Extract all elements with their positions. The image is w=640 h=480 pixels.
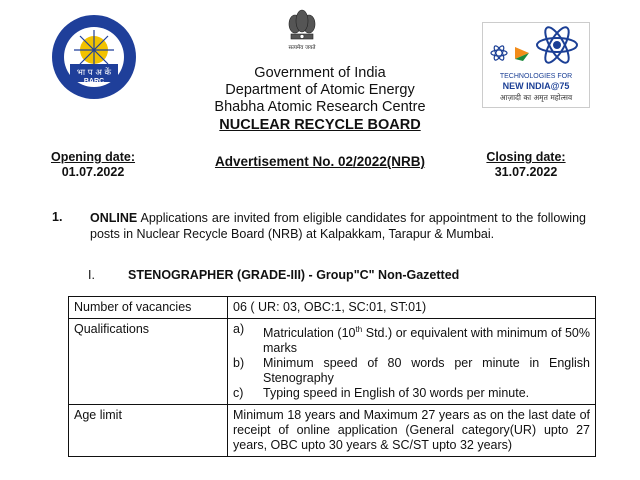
barc-logo xyxy=(48,12,141,102)
section-number: I. xyxy=(88,268,95,282)
header-government: Government of India xyxy=(254,65,386,81)
qualification-text: Matriculation (10th Std.) or equivalent with minimum of 50% marks xyxy=(263,325,590,356)
age-limit-value: Minimum 18 years and Maximum 27 years as on the last date of receipt of online application (General category(UR) upto 27 years, OBC upto 30 years & SC/ST upto 32 years) xyxy=(228,405,596,457)
table-row xyxy=(69,319,596,405)
closing-date-value: 31.07.2022 xyxy=(494,165,558,179)
tfni-line1: TECHNOLOGIES FOR xyxy=(499,73,573,80)
barc-abbrev: BARC xyxy=(83,78,105,85)
vacancies-value: 06 ( UR: 03, OBC:1, SC:01, ST:01) xyxy=(228,297,596,319)
qualifications-label: Qualifications xyxy=(69,319,228,405)
qualification-text: Minimum speed of 80 words per minute in English Stenography xyxy=(263,356,590,386)
header-board: NUCLEAR RECYCLE BOARD xyxy=(219,117,421,133)
section-title: STENOGRAPHER (GRADE-III) - Group"C" Non-Gazetted xyxy=(128,268,460,282)
header-centre: Bhabha Atomic Research Centre xyxy=(214,99,426,115)
qualification-key: c) xyxy=(233,386,244,401)
table-row xyxy=(69,297,596,319)
table-row xyxy=(69,405,596,457)
paragraph-number: 1. xyxy=(52,210,63,224)
tfni-line2: NEW INDIA@75 xyxy=(502,81,570,91)
paragraph-body xyxy=(90,210,586,242)
header-department: Department of Atomic Energy xyxy=(225,82,415,98)
post-details-table xyxy=(68,296,596,457)
age-limit-label: Age limit xyxy=(69,405,228,457)
advertisement-number: Advertisement No. 02/2022(NRB) xyxy=(214,154,426,169)
qualification-key: b) xyxy=(233,356,245,371)
technologies-new-india-logo xyxy=(482,22,590,108)
opening-date-label: Opening date: xyxy=(50,150,136,164)
vacancies-label: Number of vacancies xyxy=(69,297,228,319)
paragraph-text: Applications are invited from eligible candidates for appointment to the following posts in Nuclear Recycle Board (NRB) at Kalpakkam, Tarapur & Mumbai. xyxy=(90,211,586,241)
qualifications-value xyxy=(228,319,596,405)
qualification-item xyxy=(233,386,590,401)
paragraph-lead: ONLINE xyxy=(90,211,138,225)
barc-hindi-text: भा प अ कें xyxy=(76,68,112,78)
small-atom-icon xyxy=(491,45,507,62)
closing-date-label: Closing date: xyxy=(486,150,566,164)
qualification-key: a) xyxy=(233,322,245,336)
emblem-caption: सत्यमेव जयते xyxy=(288,45,316,51)
opening-date-value: 01.07.2022 xyxy=(61,165,125,179)
qualification-item xyxy=(233,356,590,386)
qualification-item xyxy=(233,322,590,356)
national-emblem xyxy=(285,4,319,54)
tfni-line3: आज़ादी का अमृत महोत्सव xyxy=(499,93,573,102)
qualification-text: Typing speed in English of 30 words per minute. xyxy=(263,386,530,401)
atom-icon xyxy=(537,24,577,66)
